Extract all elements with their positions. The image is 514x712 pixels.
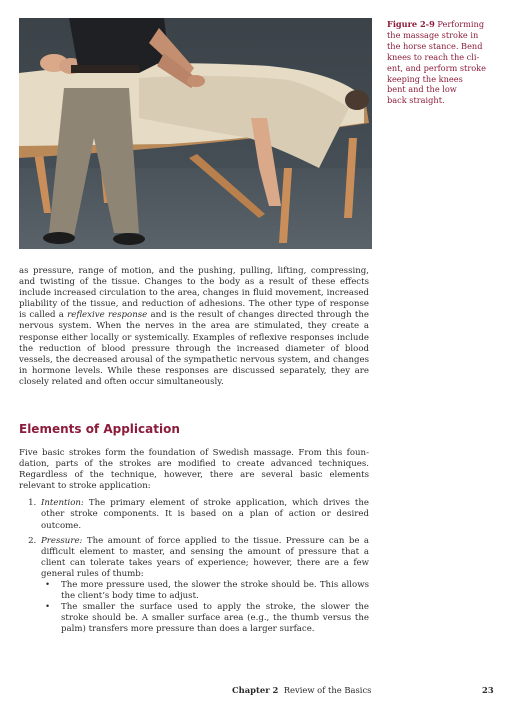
page-number: 23: [482, 685, 494, 695]
bullet-item: [45, 602, 369, 635]
bullet-text: The more pressure used, the slower the stroke should be. This allows the client’s body time to adjust.: [61, 580, 369, 602]
item-text: The primary element of stroke application, which drives the other stroke components. It is based on a plan of action or desired outcome.: [41, 498, 369, 531]
section-intro: Five basic strokes form the foundation of Swedish massage. From this foundation, parts of the strokes are modified to create advanced techniques. Regardless of the technique, however, there are several basic elements relevant to stroke application:: [19, 448, 369, 492]
figure-caption: [387, 19, 505, 106]
paragraph-text: and is the result of changes directed through the nervous system. When the nerves in the area are stimulated, they create a response either locally or systemically. Examples of reflexive responses include the reduction of blood pressure through the increased diameter of blood vessels, the decreased arousal of the sympathetic nervous system, and changes in hormone levels. While these responses are discussed separately, they are closely related and often occur simultaneously.: [19, 310, 370, 387]
paragraph-responses: [19, 266, 369, 388]
massage-photo-illustration: [19, 18, 372, 249]
chapter-title: Review of the Basics: [283, 685, 372, 695]
rules-list: [41, 580, 369, 635]
reflexive-response-term: reflexive response: [67, 310, 148, 321]
figure-label: Figure 2-9: [387, 19, 435, 29]
list-item: [39, 536, 369, 636]
item-term: Pressure:: [41, 535, 83, 546]
caption-line: bent and the low: [387, 84, 457, 95]
section-heading: Elements of Application: [19, 422, 180, 436]
caption-line: back straight.: [387, 95, 445, 106]
caption-line: knees to reach the cli-: [387, 51, 480, 62]
bullet-icon: •: [45, 602, 51, 613]
chapter-label: Chapter 2: [232, 685, 279, 695]
list-item: [39, 498, 369, 531]
caption-line: keeping the knees: [387, 73, 463, 84]
item-term: Intention:: [41, 498, 84, 509]
caption-line: the massage stroke in: [387, 29, 479, 40]
bullet-text: The smaller the surface used to apply the stroke, the slower the stroke should be. A smaller surface area (e.g., the thumb versus the palm) transfers more pressure than does a larger surface.: [61, 602, 369, 635]
body-paragraph: [19, 266, 369, 388]
footer-chapter: [232, 685, 371, 695]
elements-list: [19, 498, 369, 635]
figure-photo: [19, 18, 372, 249]
caption-line: ent, and perform stroke: [387, 62, 486, 73]
caption-line: the horse stance. Bend: [387, 40, 483, 51]
bullet-item: [45, 580, 369, 602]
item-text: The amount of force applied to the tissue. Pressure can be a difficult element to master, and sensing the amount of pressure that a client can tolerate takes years of experience; however, there are a few general rules of thumb:: [41, 535, 369, 579]
caption-line: Performing: [437, 19, 485, 29]
section-body: [19, 448, 369, 640]
bullet-icon: •: [45, 580, 51, 591]
paragraph-text: as pressure, range of motion, and the pushing, pulling, lifting, compressing, and twisting of the tissue. Changes to the body as a result of these effects include increased circulation to the area, changes in fluid movement, increased pliability of the tissue, and reduction of adhesions. The other type of response is called a: [19, 266, 369, 321]
